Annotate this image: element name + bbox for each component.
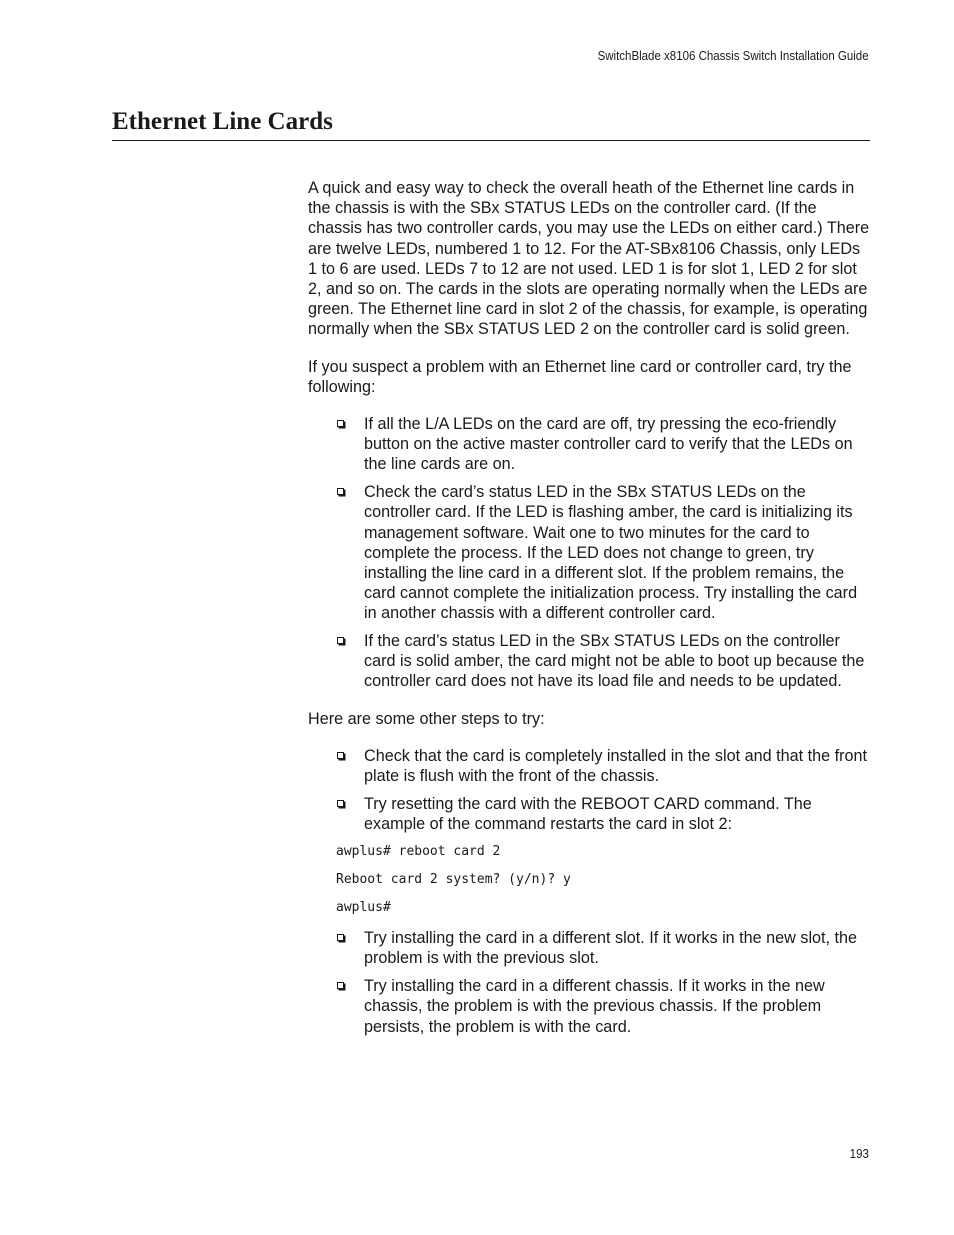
page-number: 193 <box>849 1147 869 1161</box>
checkbox-bullet-icon <box>337 637 344 644</box>
list-item <box>364 928 873 968</box>
title-divider <box>112 140 870 141</box>
list-item <box>364 414 873 475</box>
checkbox-bullet-icon <box>337 982 344 989</box>
code-line: Reboot card 2 system? (y/n)? y <box>336 872 571 888</box>
final-steps-list <box>308 928 873 1037</box>
list-item-text: If the card’s status LED in the SBx STATUS LEDs on the controller card is solid amber, the card might not be able to boot up because the controller card does not have its load file and needs to be updated. <box>364 632 865 691</box>
list-item <box>364 631 873 692</box>
list-item-text: If all the L/A LEDs on the card are off, try pressing the eco-friendly button on the active master controller card to verify that the LEDs on the line cards are on. <box>364 415 853 474</box>
checkbox-bullet-icon <box>337 934 344 941</box>
command-example <box>336 844 873 916</box>
suspect-paragraph: If you suspect a problem with an Ethernet line card or controller card, try the following: <box>308 357 852 396</box>
checkbox-bullet-icon <box>337 752 344 759</box>
intro-paragraph: A quick and easy way to check the overall heath of the Ethernet line cards in the chassis is with the SBx STATUS LEDs on the controller card. (If the chassis has two controller cards, you may use the LEDs on either card.) There are twelve LEDs, numbered 1 to 12. For the AT-SBx8106 Chassis, only LEDs 1 to 6 are used. LEDs 7 to 12 are not used. LED 1 is for slot 1, LED 2 for slot 2, and so on. The cards in the slots are operating normally when the LEDs are green. The Ethernet line card in slot 2 of the chassis, for example, is operating normally when the SBx STATUS LED 2 on the controller card is solid green. <box>308 179 870 339</box>
section-title: Ethernet Line Cards <box>112 108 333 135</box>
list-item <box>364 482 873 623</box>
list-item-text: Try installing the card in a different slot. If it works in the new slot, the problem is with the previous slot. <box>364 929 858 968</box>
running-header: SwitchBlade x8106 Chassis Switch Installation Guide <box>597 49 869 63</box>
troubleshooting-list <box>308 414 873 692</box>
code-line: awplus# <box>336 900 391 916</box>
list-item <box>364 746 873 786</box>
body-content <box>308 178 873 1044</box>
list-item-text: Try resetting the card with the REBOOT CARD command. The example of the command restarts the card in slot 2: <box>364 794 812 833</box>
code-line: awplus# reboot card 2 <box>336 844 501 860</box>
other-steps-paragraph: Here are some other steps to try: <box>308 709 545 728</box>
checkbox-bullet-icon <box>337 800 344 807</box>
checkbox-bullet-icon <box>337 488 344 495</box>
list-item-text: Check the card’s status LED in the SBx STATUS LEDs on the controller card. If the LED is flashing amber, the card is initializing its management software. Wait one to two minutes for the card to complete the process. If the LED does not change to green, try installing the line card in a different slot. If the problem remains, the card cannot complete the initialization process. Try installing the card in another chassis with a different controller card. <box>364 483 858 623</box>
other-steps-list <box>308 746 873 834</box>
checkbox-bullet-icon <box>337 420 344 427</box>
list-item <box>364 976 873 1037</box>
list-item-text: Check that the card is completely installed in the slot and that the front plate is flush with the front of the chassis. <box>364 746 867 786</box>
list-item-text: Try installing the card in a different chassis. If it works in the new chassis, the problem is with the previous chassis. If the problem persists, the problem is with the card. <box>364 977 825 1036</box>
list-item <box>364 794 873 834</box>
